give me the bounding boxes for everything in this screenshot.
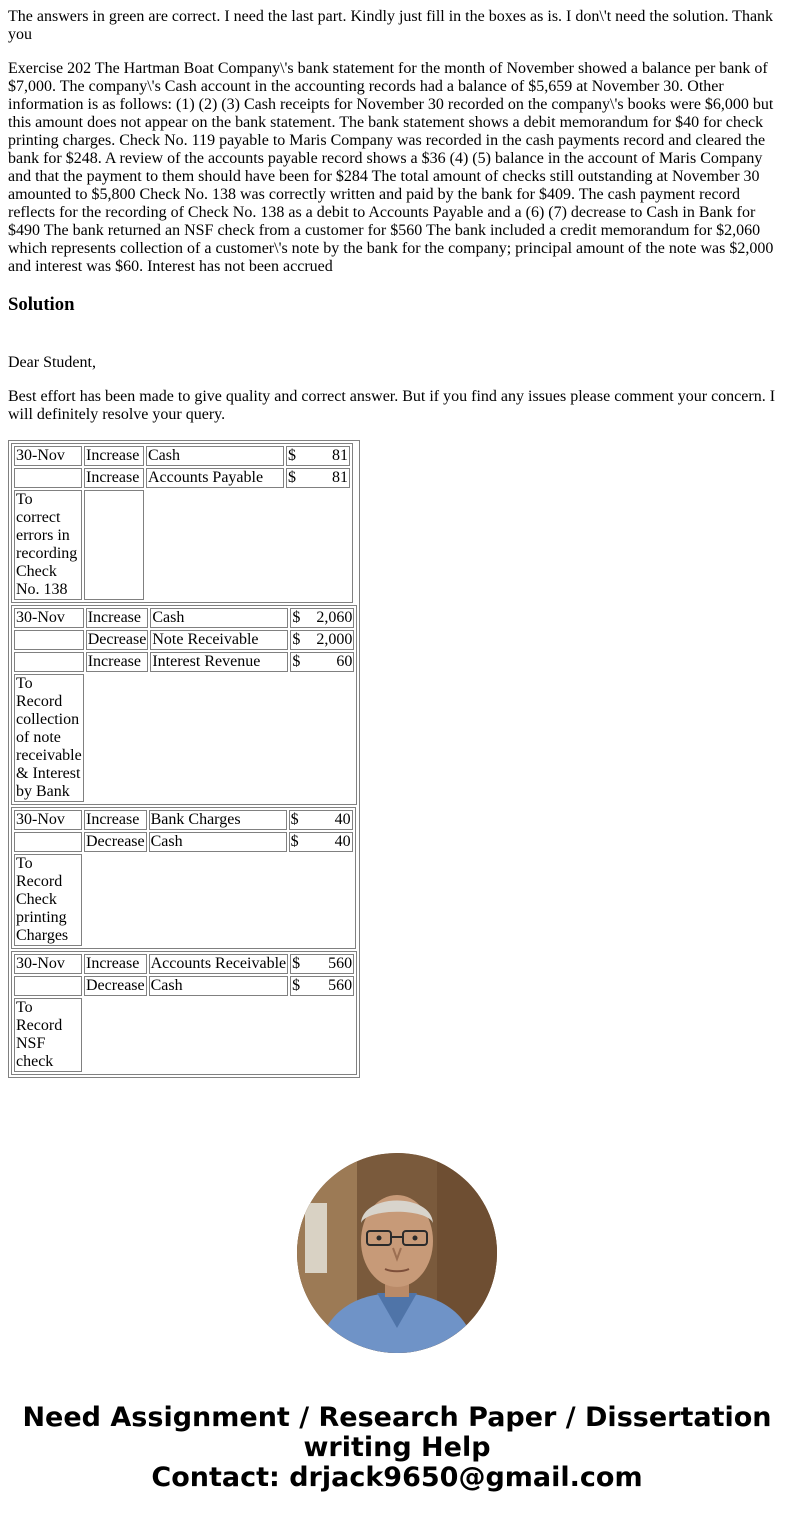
account-cell: Cash: [149, 832, 287, 852]
amount-cell: [290, 954, 354, 974]
date-cell: 30-Nov: [14, 810, 82, 830]
table-row: [14, 630, 354, 650]
solution-heading: Solution: [8, 294, 75, 315]
account-cell: Note Receivable: [150, 630, 288, 650]
amount-value: 81: [332, 469, 348, 486]
spacer: [8, 334, 786, 354]
amount-value: 40: [334, 833, 351, 850]
direction-cell: Increase: [84, 954, 147, 974]
date-cell: [14, 832, 82, 852]
amount-cell: [289, 832, 353, 852]
date-cell: [14, 976, 82, 996]
entry-note: To Record NSF check: [14, 998, 82, 1072]
direction-cell: Increase: [86, 652, 149, 672]
journal-entries-table: [8, 440, 360, 1078]
currency-symbol: $: [290, 811, 299, 828]
entry-table: [11, 605, 357, 805]
table-row: [14, 652, 354, 672]
table-row: [14, 832, 353, 852]
amount-value: 81: [332, 447, 348, 464]
currency-symbol: $: [292, 977, 301, 994]
currency-symbol: $: [288, 469, 296, 486]
promo-footer: [0, 1403, 794, 1493]
entry-table: [11, 443, 353, 603]
account-cell: Cash: [150, 608, 288, 628]
amount-value: 560: [328, 977, 353, 994]
promo-line-1: Need Assignment / Research Paper / Dissertation: [22, 1402, 772, 1433]
solution-body: Best effort has been made to give quality and correct answer. But if you find any issues please comment your concern. I will definitely resolve your query.: [8, 388, 776, 423]
entry-block: [11, 443, 357, 603]
date-cell: [14, 630, 84, 650]
table-row: [14, 446, 350, 466]
promo-line-2: writing Help: [303, 1432, 491, 1463]
table-row: [14, 490, 350, 600]
table-row: [14, 674, 354, 802]
direction-cell: Increase: [84, 468, 144, 488]
date-cell: 30-Nov: [14, 446, 82, 466]
greeting: Dear Student,: [8, 354, 96, 371]
account-cell: Accounts Payable: [146, 468, 284, 488]
direction-cell: Decrease: [86, 977, 145, 994]
direction-cell: Decrease: [86, 833, 145, 850]
exercise-text: Exercise 202 The Hartman Boat Company\'s bank statement for the month of November showed a balance per bank of $7,000. The company\'s Cash account in the accounting records had a balance of $5,659 at November 30. Other information is as follows: (1) (2) (3) Cash receipts for November 30 recorded on the company\'s books were $6,000 but this amount does not appear on the bank statement. The bank statement shows a debit memorandum for $40 for check printing charges. Check No. 119 payable to Maris Company was recorded in the cash payments record and cleared the bank for $248. A review of the accounts payable record shows a $36 (4) (5) balance in the account of Maris Company and that the payment to them should have been for $284 The total amount of checks still outstanding at November 30 amounted to $5,800 Check No. 138 was correctly written and paid by the bank for $409. The cash payment record reflects for the recording of Check No. 138 as a debit to Accounts Payable and a (6) (7) decrease to Cash in Bank for $490 The bank returned an NSF check from a customer for $560 The bank included a credit memorandum for $2,060 which represents collection of a customer\'s note by the bank for the company; principal amount of the note was $2,000 and interest was $60. Interest has not been accrued: [8, 60, 774, 275]
account-cell: Bank Charges: [149, 810, 287, 830]
entry-block: [11, 807, 357, 949]
amount-value: 2,000: [316, 631, 353, 648]
amount-cell: [290, 976, 354, 996]
date-cell: [14, 468, 82, 488]
empty-cell: [84, 490, 144, 600]
amount-cell: [290, 630, 354, 650]
amount-value: 40: [334, 811, 351, 828]
currency-symbol: $: [292, 653, 301, 670]
date-cell: 30-Nov: [14, 608, 84, 628]
amount-value: 560: [328, 955, 353, 972]
table-row: [14, 468, 350, 488]
amount-cell: [286, 446, 350, 466]
amount-cell: [286, 468, 350, 488]
direction-cell: Increase: [84, 810, 147, 830]
entry-note: To Record Check printing Charges: [14, 854, 82, 946]
amount-value: 2,060: [316, 609, 353, 626]
entry-table: [11, 951, 357, 1075]
entry-block: [11, 605, 357, 805]
direction-cell: Increase: [84, 446, 144, 466]
currency-symbol: $: [292, 955, 301, 972]
direction-cell: Decrease: [87, 631, 147, 648]
table-row: [14, 954, 354, 974]
table-row: [14, 998, 354, 1072]
question-intro: The answers in green are correct. I need the last part. Kindly just fill in the boxes as is. I don\'t need the solution. Thank you: [8, 8, 774, 43]
promo-contact: Contact: drjack9650@gmail.com: [151, 1462, 643, 1493]
account-cell: Interest Revenue: [150, 652, 288, 672]
author-photo: [297, 1153, 497, 1353]
currency-symbol: $: [292, 631, 301, 648]
currency-symbol: $: [290, 833, 299, 850]
amount-value: 60: [336, 653, 353, 670]
amount-cell: [290, 608, 354, 628]
amount-cell: [289, 810, 353, 830]
amount-cell: [290, 652, 354, 672]
direction-cell: Increase: [86, 608, 149, 628]
currency-symbol: $: [292, 609, 301, 626]
date-cell: 30-Nov: [14, 954, 82, 974]
entry-table: [11, 807, 356, 949]
author-photo-icon: [297, 1153, 497, 1353]
table-row: [14, 810, 353, 830]
account-cell: Cash: [146, 446, 284, 466]
account-cell: Cash: [149, 976, 289, 996]
account-cell: Accounts Receivable: [150, 955, 287, 972]
entry-block: [11, 951, 357, 1075]
currency-symbol: $: [288, 447, 296, 464]
entry-note: To Record collection of note receivable & Interest by Bank: [16, 675, 82, 800]
date-cell: [14, 652, 84, 672]
table-row: [14, 608, 354, 628]
entry-note: To correct errors in recording Check No. 138: [14, 490, 82, 600]
table-row: [14, 854, 353, 946]
table-row: [14, 976, 354, 996]
